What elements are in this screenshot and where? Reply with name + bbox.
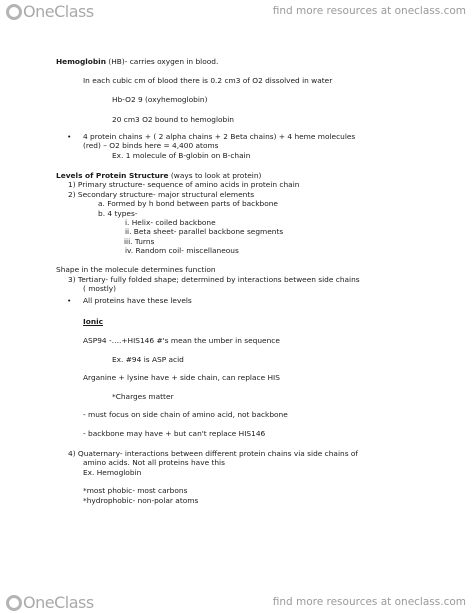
bound-o2-line: 20 cm3 O2 bound to hemoglobin [112, 115, 234, 124]
protein-chains-line-3: Ex. 1 molecule of B-globin on B-chain [112, 151, 251, 160]
list-item-secondary: 2) Secondary structure- major structural elements [68, 190, 255, 199]
arganine-line: Arganine + lysine have + side chain, can replace HIS [83, 373, 280, 382]
cubic-cm-line: In each cubic cm of blood there is 0.2 cm3 of O2 dissolved in water [83, 76, 333, 85]
levels-desc: (ways to look at protein) [168, 171, 262, 180]
list-item-quaternary-1: 4) Quaternary- interactions between different protein chains via side chains of [68, 449, 359, 458]
hbo2-line: Hb-O2 9 (oxyhemoglobin) [112, 95, 208, 104]
list-item-helix: i. Helix- coiled backbone [125, 218, 216, 227]
list-item-quaternary-2: amino acids. Not all proteins have this [83, 458, 225, 467]
list-item-beta-sheet: ii. Beta sheet- parallel backbone segments [125, 227, 284, 236]
asp-example-line: Ex. #94 is ASP acid [112, 355, 184, 364]
bullet-dot: • [67, 296, 72, 305]
levels-heading [56, 172, 261, 179]
protein-chains-line-2: (red) – O2 binds here = 4,400 atoms [83, 141, 219, 150]
backbone-line: - backbone may have + but can't replace HIS146 [83, 429, 266, 438]
list-item-primary: 1) Primary structure- sequence of amino acids in protein chain [68, 180, 300, 189]
shape-function-line: Shape in the molecule determines function [56, 265, 216, 274]
footer-bar [0, 591, 474, 613]
footer-tagline[interactable]: find more resources at oneclass.com [272, 596, 466, 608]
list-item-secondary-b: b. 4 types- [98, 209, 138, 218]
hemoglobin-title: Hemoglobin [56, 57, 106, 66]
list-item-random-coil: iv. Random coil- miscellaneous [125, 246, 239, 255]
header-tagline[interactable]: find more resources at oneclass.com [272, 5, 466, 17]
list-item-secondary-a: a. Formed by h bond between parts of backbone [98, 199, 278, 208]
levels-title: Levels of Protein Structure [56, 171, 169, 180]
hydrophobic-line: *hydrophobic- non-polar atoms [83, 496, 199, 505]
list-item-turns: iii. Turns [124, 237, 155, 246]
all-proteins-line: All proteins have these levels [83, 296, 192, 305]
phobic-carbons-line: *most phobic- most carbons [83, 486, 188, 495]
hemoglobin-desc: (HB)- carries oxygen in blood. [105, 57, 219, 66]
charges-line: *Charges matter [112, 392, 174, 401]
logo-text: OneClass [23, 2, 94, 21]
side-chain-focus-line: - must focus on side chain of amino acid, not backbone [83, 410, 288, 419]
protein-chains-line-1: 4 protein chains + ( 2 alpha chains + 2 Beta chains) + 4 heme molecules [83, 132, 356, 141]
list-item-tertiary-1: 3) Tertiary- fully folded shape; determined by interactions between side chains [68, 275, 360, 284]
asp-his-line: ASP94 -….+HIS146 #'s mean the umber in sequence [83, 336, 280, 345]
list-item-quaternary-3: Ex. Hemoglobin [83, 468, 142, 477]
ionic-heading: Ionic [83, 317, 104, 326]
bullet-dot: • [67, 132, 72, 141]
oneclass-logo-icon [6, 595, 22, 611]
oneclass-logo[interactable] [6, 593, 94, 612]
logo-text: OneClass [23, 593, 94, 612]
hemoglobin-heading [56, 58, 218, 65]
list-item-tertiary-2: ( mostly) [83, 284, 117, 293]
